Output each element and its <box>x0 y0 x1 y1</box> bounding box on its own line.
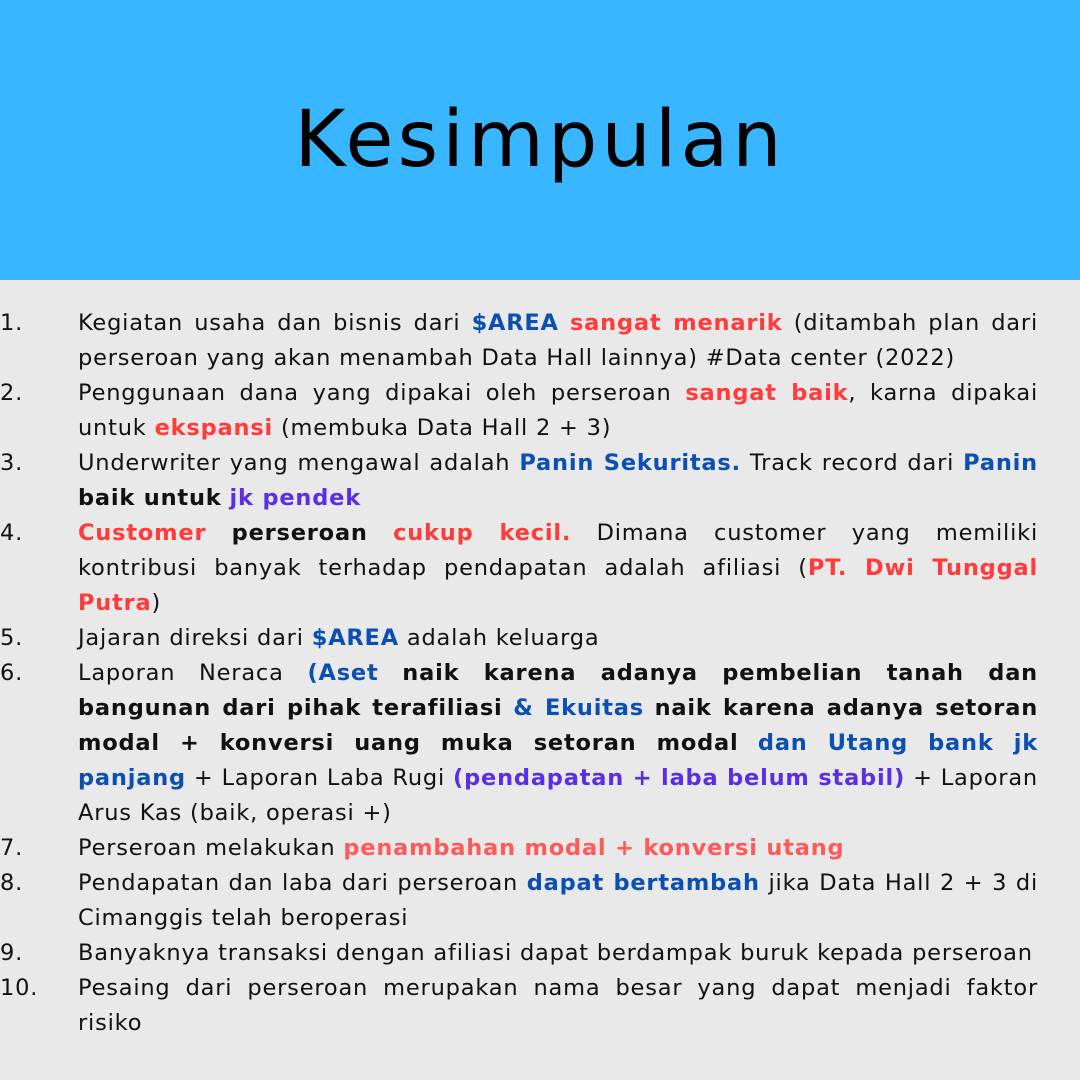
highlight-text: $AREA <box>471 310 559 336</box>
list-item-number: 7. <box>0 835 24 861</box>
body-text: jika Data Hall 2 + 3 di Cimanggis telah beroperasi <box>78 870 1038 931</box>
body-text: Perseroan melakukan <box>78 835 344 861</box>
highlight-text: Panin Sekuritas. <box>519 450 741 476</box>
list-item-number: 8. <box>0 870 24 896</box>
body-text: Kegiatan usaha dan bisnis dari <box>78 310 472 336</box>
list-item <box>0 866 1080 936</box>
list-item <box>0 656 1080 831</box>
list-item-number: 10. <box>0 975 39 1001</box>
highlight-text: ekspansi <box>154 415 274 441</box>
body-text: Track record dari <box>740 450 964 476</box>
highlight-text: dapat bertambah <box>526 870 760 896</box>
body-text: Underwriter yang mengawal adalah <box>78 450 520 476</box>
page-title: Kesimpulan <box>294 95 786 185</box>
highlight-text: jk pendek <box>229 485 361 511</box>
highlight-text: sangat baik <box>685 380 849 406</box>
list-item <box>0 446 1080 516</box>
body-text: , karna dipakai untuk <box>78 380 1038 441</box>
list-item <box>0 516 1080 621</box>
highlight-text: $AREA <box>311 625 399 651</box>
highlight-text: Panin <box>963 450 1038 476</box>
body-text: Banyaknya transaksi dengan afiliasi dapat berdampak buruk kepada perseroan <box>78 940 1033 966</box>
body-text <box>206 520 231 546</box>
highlight-text: penambahan modal + konversi utang <box>343 835 845 861</box>
body-text: Penggunaan dana yang dipakai oleh perseroan <box>78 380 686 406</box>
body-text: Pendapatan dan laba dari perseroan <box>78 870 527 896</box>
highlight-text: & Ekuitas <box>513 695 644 721</box>
body-text: Jajaran direksi dari <box>78 625 312 651</box>
highlight-text: sangat menarik <box>569 310 783 336</box>
highlight-text: perseroan <box>231 520 368 546</box>
body-text: + Laporan Arus Kas (baik, operasi +) <box>78 765 1038 826</box>
body-text: (ditambah plan dari perseroan yang akan menambah Data Hall lainnya) #Data center (2022) <box>78 310 1038 371</box>
body-text <box>503 695 514 721</box>
body-text: (membuka Data Hall 2 + 3) <box>273 415 612 441</box>
list-item <box>0 831 1080 866</box>
header-banner <box>0 0 1080 280</box>
list-item-number: 5. <box>0 625 24 651</box>
list-item <box>0 621 1080 656</box>
list-item-number: 1. <box>0 310 24 336</box>
highlight-text: (pendapatan + laba belum stabil) <box>453 765 906 791</box>
conclusion-list <box>0 306 1080 1041</box>
highlight-text: baik untuk <box>78 485 222 511</box>
highlight-text: cukup kecil. <box>393 520 572 546</box>
list-item-number: 6. <box>0 660 24 686</box>
list-item-number: 2. <box>0 380 24 406</box>
list-item <box>0 376 1080 446</box>
body-text <box>379 660 403 686</box>
body-text <box>739 730 758 756</box>
body-text <box>368 520 393 546</box>
list-item-number: 4. <box>0 520 24 546</box>
highlight-text: PT. Dwi Tunggal Putra <box>78 555 1038 616</box>
body-text <box>222 485 230 511</box>
list-item <box>0 936 1080 971</box>
highlight-text: Customer <box>78 520 207 546</box>
highlight-text: (Aset <box>307 660 379 686</box>
body-text: Dimana customer yang memiliki kontribusi banyak terhadap pendapatan adalah afiliasi ( <box>78 520 1039 581</box>
body-text: Laporan Neraca <box>78 660 308 686</box>
highlight-text: naik karena adanya pembelian tanah dan bangunan dari pihak terafiliasi <box>78 660 1038 721</box>
list-item-number: 3. <box>0 450 24 476</box>
body-text: adalah keluarga <box>398 625 600 651</box>
highlight-text: dan Utang bank jk panjang <box>78 730 1038 791</box>
list-item <box>0 971 1080 1041</box>
body-text: Pesaing dari perseroan merupakan nama besar yang dapat menjadi faktor risiko <box>78 975 1038 1036</box>
list-item-number: 9. <box>0 940 24 966</box>
body-text: ) <box>151 590 162 616</box>
body-text <box>644 695 655 721</box>
body-text: + Laporan Laba Rugi <box>185 765 454 791</box>
highlight-text: naik karena adanya setoran modal + konversi uang muka setoran modal <box>78 695 1039 756</box>
body-text <box>559 310 570 336</box>
list-item <box>0 306 1080 376</box>
